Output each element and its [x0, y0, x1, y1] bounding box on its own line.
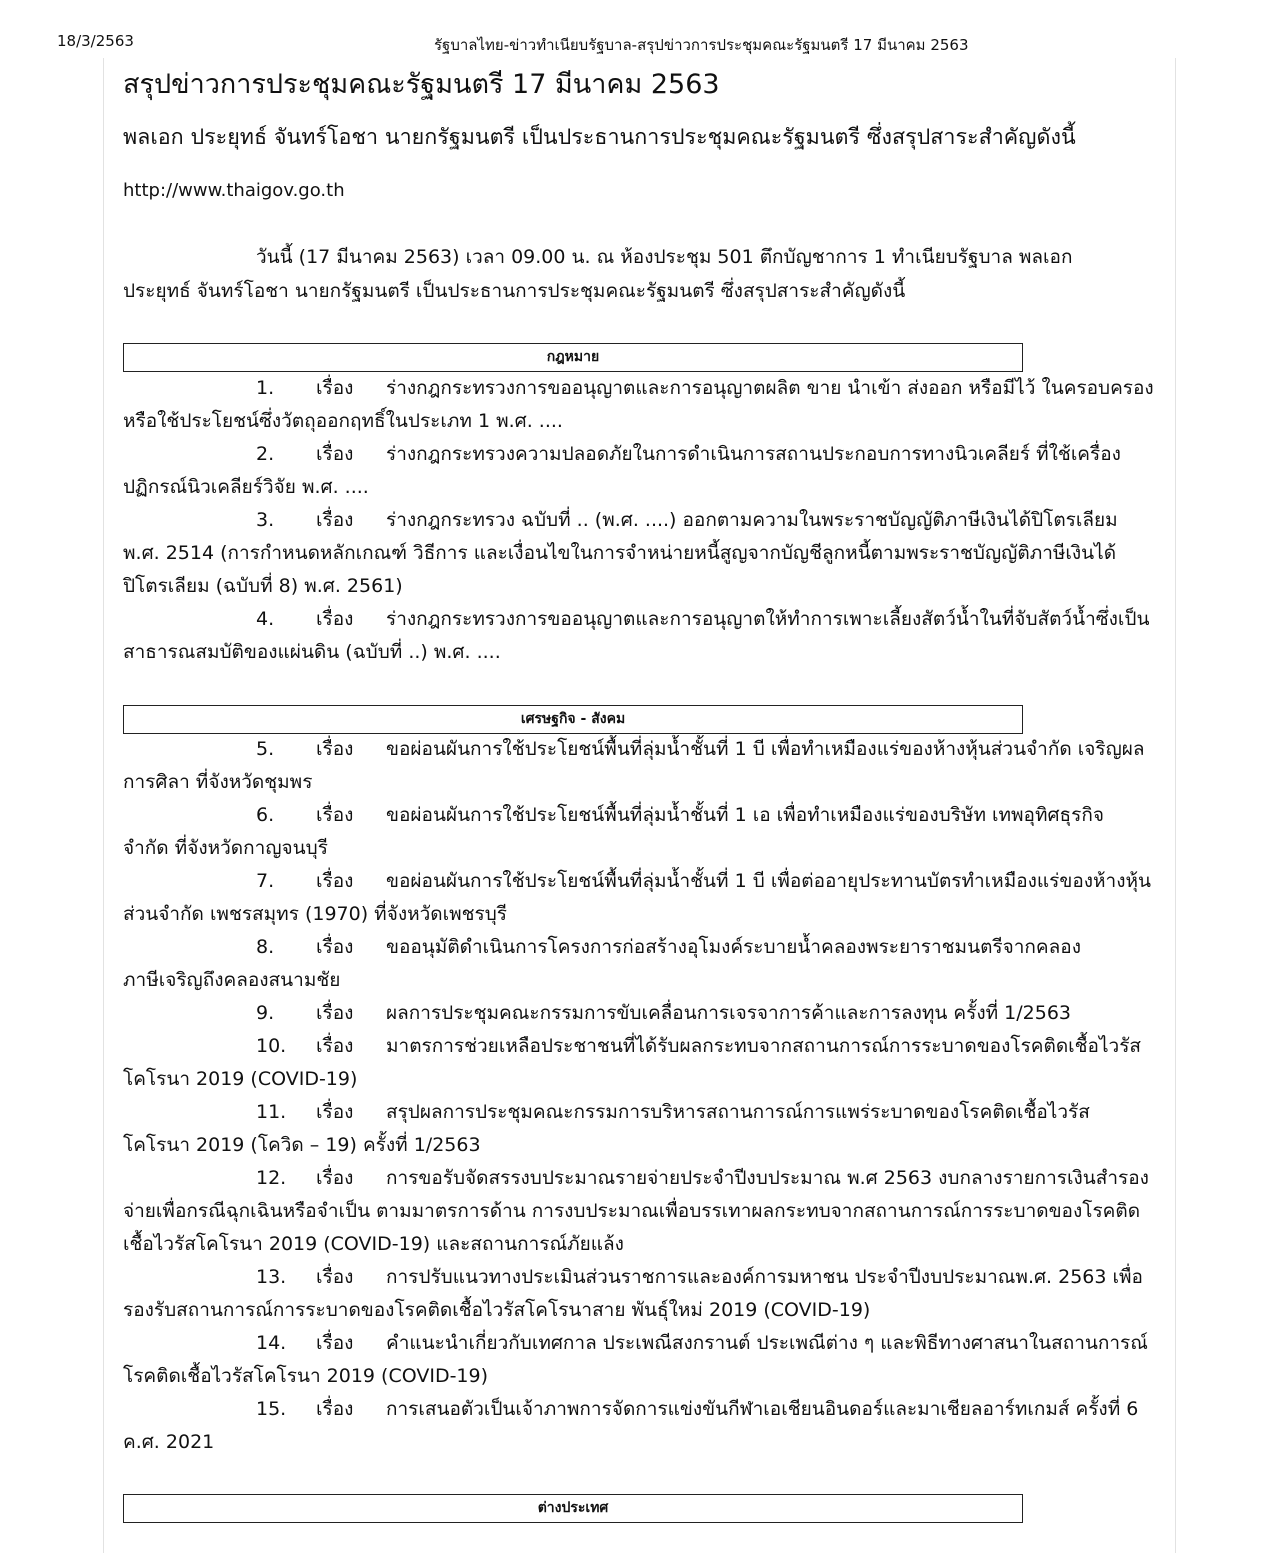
agenda-item [123, 1162, 1155, 1261]
item-text: ร่างกฎกระทรวงการขออนุญาตและการอนุญาตผลิต ขาย นำเข้า ส่งออก หรือมีไว้ ในครอบครองหรือใช้ประโยชน์ซึ่งวัตถุออกฤทธิ์ในประเภท 1 พ.ศ. .... [123, 377, 1154, 432]
item-label: เรื่อง [316, 870, 354, 892]
item-label: เรื่อง [316, 1167, 354, 1189]
item-number: 8. [256, 936, 275, 958]
page-frame-right [1175, 58, 1176, 1553]
agenda-item [123, 1261, 1155, 1327]
item-text: คำแนะนำเกี่ยวกับเทศกาล ประเพณีสงกรานต์ ประเพณีต่าง ๆ และพิธีทางศาสนาในสถานการณ์โรคติดเชื้อไวรัสโคโรนา 2019 (COVID-19) [123, 1332, 1148, 1387]
item-number: 11. [256, 1101, 287, 1123]
item-number: 2. [256, 443, 275, 465]
agenda-item [123, 799, 1155, 865]
agenda-item [123, 1030, 1155, 1096]
item-text: ร่างกฎกระทรวงการขออนุญาตและการอนุญาตให้ทำการเพาะเลี้ยงสัตว์น้ำในที่จับสัตว์น้ำซึ่งเป็นสาธารณสมบัติของแผ่นดิน (ฉบับที่ ..) พ.ศ. .... [123, 608, 1150, 663]
item-label: เรื่อง [316, 1266, 354, 1288]
item-number: 13. [256, 1266, 287, 1288]
page-subtitle: พลเอก ประยุทธ์ จันทร์โอชา นายกรัฐมนตรี เป็นประธานการประชุมคณะรัฐมนตรี ซึ่งสรุปสาระสำคัญดังนี้ [123, 125, 1076, 150]
item-number: 1. [256, 377, 275, 399]
item-label: เรื่อง [316, 804, 354, 826]
item-number: 10. [256, 1035, 287, 1057]
item-number: 12. [256, 1167, 287, 1189]
item-text: การขอรับจัดสรรงบประมาณรายจ่ายประจำปีงบประมาณ พ.ศ 2563 งบกลางรายการเงินสำรองจ่ายเพื่อกรณีฉุกเฉินหรือจำเป็น ตามมาตรการด้าน การงบประมาณเพื่อบรรเทาผลกระทบจากสถานการณ์การระบาดของโรคติดเชื้อไวรัสโคโรนา 2019 (COVID-19) และสถานการณ์ภัยแล้ง [123, 1167, 1149, 1255]
agenda-item [123, 1327, 1155, 1393]
item-number: 7. [256, 870, 275, 892]
agenda-item [123, 504, 1155, 603]
item-number: 4. [256, 608, 275, 630]
item-number: 6. [256, 804, 275, 826]
item-label: เรื่อง [316, 443, 354, 465]
section-header-law: กฎหมาย [123, 343, 1023, 372]
agenda-item [123, 865, 1155, 931]
item-label: เรื่อง [316, 1332, 354, 1354]
section-header-foreign: ต่างประเทศ [123, 1494, 1023, 1523]
source-url[interactable]: http://www.thaigov.go.th [123, 180, 345, 201]
section-header-economy-society: เศรษฐกิจ - สังคม [123, 705, 1023, 734]
item-text: การปรับแนวทางประเมินส่วนราชการและองค์การมหาชน ประจำปีงบประมาณพ.ศ. 2563 เพื่อรองรับสถานการณ์การระบาดของโรคติดเชื้อไวรัสโคโรนาสาย พันธุ์ใหม่ 2019 (COVID-19) [123, 1266, 1143, 1321]
agenda-item [123, 372, 1155, 438]
agenda-item [123, 438, 1155, 504]
item-label: เรื่อง [316, 608, 354, 630]
item-text: ขอผ่อนผันการใช้ประโยชน์พื้นที่ลุ่มน้ำชั้นที่ 1 เอ เพื่อทำเหมืองแร่ของบริษัท เทพอุทิศธุรกิจ จำกัด ที่จังหวัดกาญจนบุรี [123, 804, 1104, 859]
item-text: สรุปผลการประชุมคณะกรรมการบริหารสถานการณ์การแพร่ระบาดของโรคติดเชื้อไวรัสโคโรนา 2019 (โควิด – 19) ครั้งที่ 1/2563 [123, 1101, 1090, 1156]
intro-paragraph: วันนี้ (17 มีนาคม 2563) เวลา 09.00 น. ณ ห้องประชุม 501 ตึกบัญชาการ 1 ทำเนียบรัฐบาล พลเอก ประยุทธ์ จันทร์โอชา นายกรัฐมนตรี เป็นประธานการประชุมคณะรัฐมนตรี ซึ่งสรุปสาระสำคัญดังนี้ [123, 246, 1073, 302]
item-text: ร่างกฎกระทรวงความปลอดภัยในการดำเนินการสถานประกอบการทางนิวเคลียร์ ที่ใช้เครื่องปฏิกรณ์นิวเคลียร์วิจัย พ.ศ. .... [123, 443, 1121, 498]
item-label: เรื่อง [316, 377, 354, 399]
item-number: 9. [256, 1002, 275, 1024]
item-label: เรื่อง [316, 1035, 354, 1057]
item-number: 15. [256, 1398, 287, 1420]
item-text: มาตรการช่วยเหลือประชาชนที่ได้รับผลกระทบจากสถานการณ์การระบาดของโรคติดเชื้อไวรัสโคโรนา 2019 (COVID-19) [123, 1035, 1141, 1090]
item-label: เรื่อง [316, 936, 354, 958]
print-header-title: รัฐบาลไทย-ข่าวทำเนียบรัฐบาล-สรุปข่าวการประชุมคณะรัฐมนตรี 17 มีนาคม 2563 [434, 36, 969, 54]
item-label: เรื่อง [316, 1101, 354, 1123]
agenda-item [123, 931, 1155, 997]
item-text: ร่างกฎกระทรวง ฉบับที่ .. (พ.ศ. ....) ออกตามความในพระราชบัญญัติภาษีเงินได้ปิโตรเลียม พ.ศ. 2514 (การกำหนดหลักเกณฑ์ วิธีการ และเงื่อนไขในการจำหน่ายหนี้สูญจากบัญชีลูกหนี้ตามพระราชบัญญัติภาษีเงินได้ปิโตรเลียม (ฉบับที่ 8) พ.ศ. 2561) [123, 509, 1118, 597]
item-label: เรื่อง [316, 738, 354, 760]
item-label: เรื่อง [316, 509, 354, 531]
item-text: ขอผ่อนผันการใช้ประโยชน์พื้นที่ลุ่มน้ำชั้นที่ 1 บี เพื่อต่ออายุประทานบัตรทำเหมืองแร่ของห้างหุ้นส่วนจำกัด เพชรสมุทร (1970) ที่จังหวัดเพชรบุรี [123, 870, 1152, 925]
agenda-item [123, 603, 1155, 669]
item-label: เรื่อง [316, 1002, 354, 1024]
item-text: ขอผ่อนผันการใช้ประโยชน์พื้นที่ลุ่มน้ำชั้นที่ 1 บี เพื่อทำเหมืองแร่ของห้างหุ้นส่วนจำกัด เจริญผลการศิลา ที่จังหวัดชุมพร [123, 738, 1145, 793]
print-date: 18/3/2563 [57, 32, 134, 50]
agenda-item [123, 1096, 1155, 1162]
item-text: การเสนอตัวเป็นเจ้าภาพการจัดการแข่งขันกีฬาเอเชียนอินดอร์และมาเชียลอาร์ทเกมส์ ครั้งที่ 6 ค.ศ. 2021 [123, 1398, 1139, 1453]
agenda-item [123, 997, 1155, 1030]
item-text: ขออนุมัติดำเนินการโครงการก่อสร้างอุโมงค์ระบายน้ำคลองพระยาราชมนตรีจากคลองภาษีเจริญถึงคลองสนามชัย [123, 936, 1081, 991]
item-number: 14. [256, 1332, 287, 1354]
page-frame-left [103, 58, 104, 1553]
item-label: เรื่อง [316, 1398, 354, 1420]
page-title: สรุปข่าวการประชุมคณะรัฐมนตรี 17 มีนาคม 2563 [123, 69, 720, 100]
item-text: ผลการประชุมคณะกรรมการขับเคลื่อนการเจรจาการค้าและการลงทุน ครั้งที่ 1/2563 [386, 1002, 1072, 1024]
agenda-item [123, 1393, 1155, 1459]
item-number: 3. [256, 509, 275, 531]
agenda-item [123, 733, 1155, 799]
item-number: 5. [256, 738, 275, 760]
